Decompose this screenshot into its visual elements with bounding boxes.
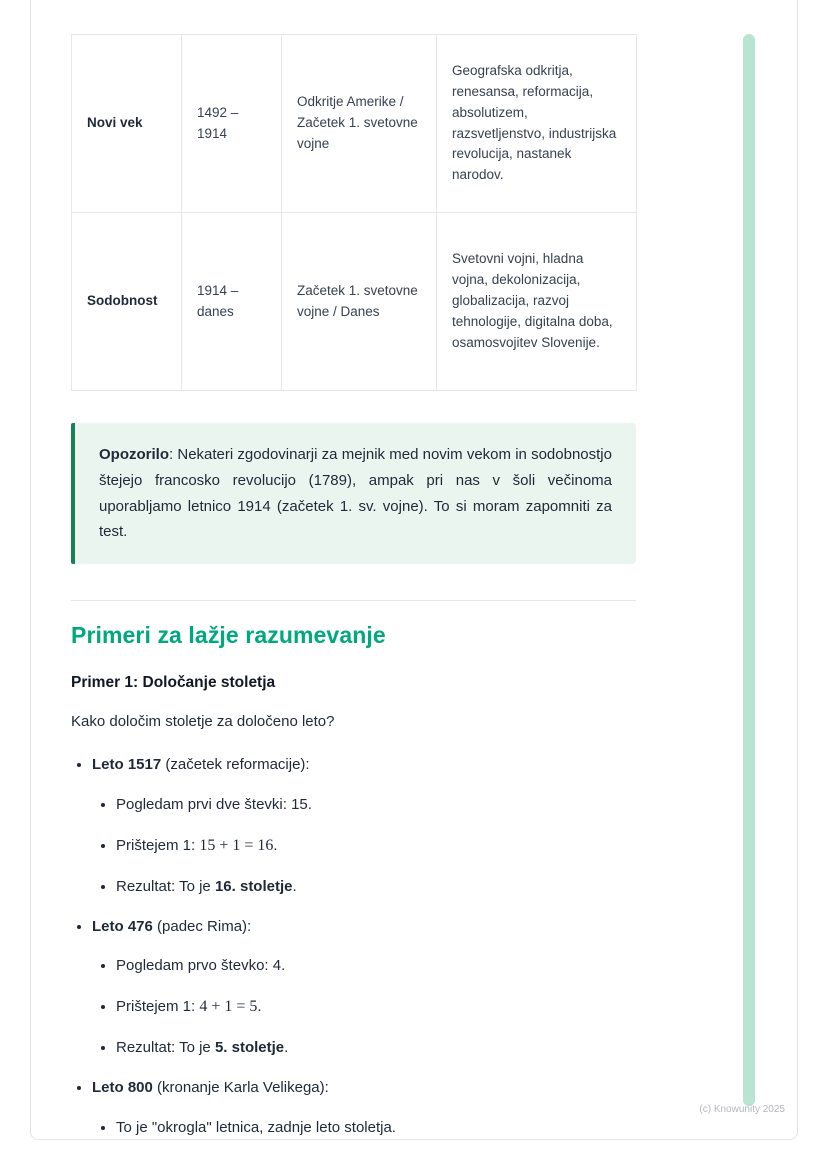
list-item-leto-800 [92, 1077, 636, 1140]
list-subitem [116, 875, 636, 899]
list-item-label: Leto 1517 [92, 756, 162, 774]
list-item-label: Leto 800 [92, 1079, 153, 1097]
list-item-leto-1517 [92, 754, 636, 899]
list-item-rest: (kronanje Karla Velikega): [152, 1079, 329, 1097]
warning-callout [71, 423, 636, 564]
table-cell-period: Sodobnost [72, 213, 182, 391]
section-divider [71, 600, 636, 601]
callout-label: Opozorilo [99, 446, 169, 463]
subitem-text: Rezultat: To je [116, 1039, 215, 1057]
table-cell-milestones: Začetek 1. svetovne vojne / Danes [282, 213, 437, 391]
sublist [92, 1116, 636, 1140]
scroll-indicator [743, 34, 755, 1106]
table-cell-years: 1492 – 1914 [182, 35, 282, 213]
list-subitem [116, 954, 636, 978]
subitem-bold: 5. stoletje [214, 1039, 285, 1057]
list-item-label: Leto 476 [92, 917, 153, 935]
list-subitem [116, 1036, 636, 1060]
list-item-rest: (padec Rima): [152, 917, 252, 935]
subitem-bold: 16. stoletje [214, 877, 293, 895]
sublist [92, 793, 636, 899]
subitem-post: . [292, 877, 297, 895]
subitem-post: . [257, 998, 262, 1016]
section-heading: Primeri za lažje razumevanje [71, 622, 386, 649]
table-cell-period: Novi vek [72, 35, 182, 213]
table-row-novi-vek [72, 35, 637, 213]
subitem-text: Rezultat: To je [116, 877, 215, 895]
table-cell-description: Geografska odkritja, renesansa, reformacija, absolutizem, razsvetljenstvo, industrijska revolucija, nastanek narodov. [437, 35, 637, 213]
list-subitem [116, 793, 636, 817]
document-content [71, 34, 636, 1140]
subitem-text: Pogledam prvi dve števki: 15. [116, 795, 312, 813]
table-row-sodobnost [72, 213, 637, 391]
subitem-text: Prištejem 1: [116, 998, 200, 1016]
callout-text [99, 442, 612, 545]
table-cell-milestones: Odkritje Amerike / Začetek 1. svetovne vojne [282, 35, 437, 213]
list-subitem [116, 995, 636, 1019]
document-page [30, 0, 798, 1140]
list-item-rest: (začetek reformacije): [161, 756, 310, 774]
subitem-text: To je "okrogla" letnica, zadnje leto stoletja. [116, 1118, 396, 1136]
subitem-post: . [273, 836, 278, 854]
list-subitem [116, 834, 636, 858]
table-cell-years: 1914 – danes [182, 213, 282, 391]
intro-text: Kako določim stoletje za določeno leto? [71, 713, 335, 731]
math-expression: 4 + 1 = 5 [199, 998, 258, 1016]
list-item-leto-476 [92, 916, 636, 1061]
math-expression: 15 + 1 = 16 [199, 836, 274, 854]
list-subitem [116, 1116, 636, 1140]
sublist [92, 954, 636, 1060]
copyright-text: (c) Knowunity 2025 [699, 1104, 785, 1115]
callout-body: : Nekateri zgodovinarji za mejnik med novim vekom in sodobnostjo štejejo francosko revolucijo (1789), ampak pri nas v šoli večinoma uporabljamo letnico 1914 (začetek 1. sv. vojne). To si moram zapomniti za test. [99, 446, 612, 541]
table-cell-description: Svetovni vojni, hladna vojna, dekolonizacija, globalizacija, razvoj tehnologije, digitalna doba, osamosvojitev Slovenije. [437, 213, 637, 391]
example-subheading: Primer 1: Določanje stoletja [71, 674, 276, 692]
examples-list [71, 754, 636, 1140]
subitem-post: . [284, 1039, 289, 1057]
subitem-text: Prištejem 1: [116, 836, 200, 854]
timeline-table [71, 34, 637, 391]
subitem-text: Pogledam prvo števko: 4. [116, 957, 286, 975]
